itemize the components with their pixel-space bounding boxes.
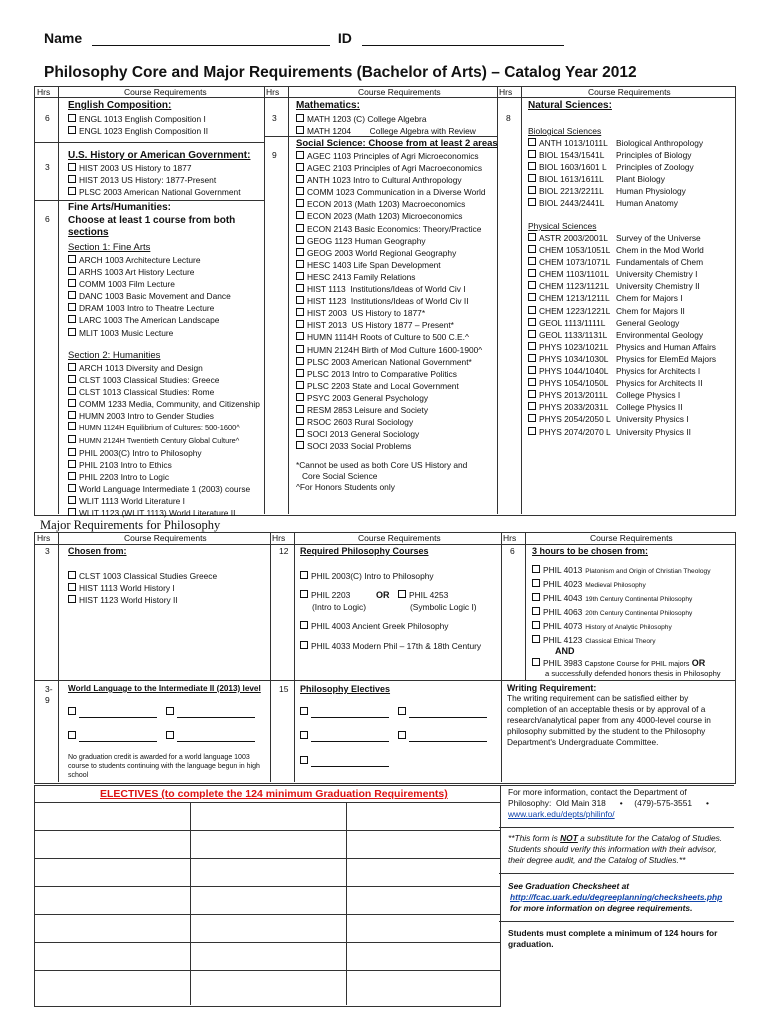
hrs-header: Hrs	[37, 533, 51, 543]
social-science-list	[296, 150, 486, 452]
list-item[interactable]: CHEM 1123/1121L University Chemistry II	[528, 280, 611, 292]
checkbox[interactable]	[68, 731, 76, 739]
list-item[interactable]: HUMN 2124H Birth of Mod Culture 1600-1900^	[296, 344, 486, 356]
list-item[interactable]: PHYS 1044/1040L Physics for Architects I	[528, 365, 611, 377]
math-hrs: 3	[272, 113, 277, 123]
checkbox[interactable]	[68, 399, 76, 407]
history-title: U.S. History or American Government:	[68, 150, 251, 161]
list-item[interactable]: PHIL 4043 19th Century Continental Philosophy	[532, 592, 711, 606]
checkbox[interactable]	[300, 641, 308, 649]
id-label: ID	[337, 30, 352, 46]
checkbox[interactable]	[68, 291, 76, 299]
list-item[interactable]: GEOG 2003 World Regional Geography	[296, 247, 486, 259]
english-list	[68, 113, 208, 137]
list-item[interactable]: HIST 2003 US History to 1877	[68, 162, 241, 174]
list-item[interactable]: PLSC 2003 American National Government	[68, 186, 241, 198]
checkbox[interactable]	[296, 345, 304, 353]
course-req-header: Course Requirements	[588, 87, 671, 97]
list-item[interactable]: PHIL 4033 Modern Phil – 17th & 18th Century	[300, 640, 481, 652]
list-item[interactable]: ANTH 1023 Intro to Cultural Anthropology	[296, 174, 486, 186]
checkbox[interactable]	[68, 267, 76, 275]
list-item[interactable]: BIOL 2443/2441L Human Anatomy	[528, 197, 608, 209]
capstone-alt: a successfully defended honors thesis in Philosophy	[545, 669, 721, 678]
list-item[interactable]: PHIL 4013 Platonism and Origin of Christian Theology	[532, 564, 711, 578]
checkbox[interactable]	[300, 621, 308, 629]
checkbox[interactable]	[296, 114, 304, 122]
chosen-list	[68, 570, 217, 606]
checkbox[interactable]	[528, 138, 536, 146]
checkbox[interactable]	[68, 126, 76, 134]
list-item[interactable]: CLST 1003 Classical Studies Greece	[68, 570, 217, 582]
list-item[interactable]: DRAM 1003 Intro to Theatre Lecture	[68, 302, 231, 314]
checkbox[interactable]	[296, 260, 304, 268]
list-item[interactable]: CHEM 1213/1211L Chem for Majors I	[528, 292, 611, 304]
list-item[interactable]: PHIL 2203 Intro to Logic	[68, 471, 260, 483]
course-req-header: Course Requirements	[124, 533, 207, 543]
list-item[interactable]: PSYC 2003 General Psychology	[296, 392, 486, 404]
checkbox[interactable]	[528, 306, 536, 314]
checkbox[interactable]	[532, 565, 540, 573]
list-item[interactable]: SOCI 2013 General Sociology	[296, 428, 486, 440]
checkbox[interactable]	[300, 590, 308, 598]
three-hours-hrs: 6	[510, 546, 515, 556]
worldlang-note: No graduation credit is awarded for a world language 1003 course to students continuing with the language begun in high school	[68, 754, 260, 779]
checkbox[interactable]	[68, 279, 76, 287]
blank-entry[interactable]	[166, 730, 255, 742]
math-list	[296, 113, 476, 137]
checkbox[interactable]	[296, 308, 304, 316]
hrs-header: Hrs	[272, 533, 286, 543]
checksheet-link[interactable]: http://fcac.uark.edu/degreeplanning/checksheets.php	[510, 892, 723, 902]
checkbox[interactable]	[296, 357, 304, 365]
list-item[interactable]: BIOL 2213/2211L Human Physiology	[528, 185, 608, 197]
electives-table	[34, 785, 501, 1007]
checkbox[interactable]	[528, 174, 536, 182]
science-title: Natural Sciences:	[528, 100, 612, 111]
blank-entry[interactable]	[68, 730, 157, 742]
list-item[interactable]: PHYS 1034/1030L Physics for ElemEd Majors	[528, 353, 611, 365]
blank-entry[interactable]	[68, 706, 157, 718]
list-item[interactable]: COMM 1023 Communication in a Diverse World	[296, 186, 486, 198]
checkbox[interactable]	[532, 635, 540, 643]
checkbox[interactable]	[68, 448, 76, 456]
list-item[interactable]: CLST 1003 Classical Studies: Greece	[68, 374, 260, 386]
list-item[interactable]: HIST 1123 Institutions/Ideas of World Civ II	[296, 295, 486, 307]
list-item[interactable]: PHIL 4073 History of Analytic Philosophy	[532, 620, 711, 634]
list-item[interactable]: WLIT 1113 World Literature I	[68, 495, 260, 507]
list-item[interactable]: PHIL 4003 Ancient Greek Philosophy	[300, 620, 449, 632]
required-hrs: 12	[279, 546, 289, 556]
english-title: English Composition:	[68, 100, 172, 111]
list-item[interactable]: CHEM 1103/1101L University Chemistry I	[528, 268, 611, 280]
checkbox[interactable]	[68, 707, 76, 715]
checkbox[interactable]	[68, 114, 76, 122]
electives-hrs: 15	[279, 684, 289, 694]
checkbox[interactable]	[528, 390, 536, 398]
checkbox[interactable]	[532, 607, 540, 615]
list-item[interactable]: BIOL 1603/1601 L Principles of Zoology	[528, 161, 608, 173]
list-item[interactable]: ARCH 1003 Architecture Lecture	[68, 254, 231, 266]
finearts-title: Fine Arts/Humanities: Choose at least 1 course from both sections	[68, 202, 236, 238]
checkbox[interactable]	[398, 707, 406, 715]
checkbox[interactable]	[68, 571, 76, 579]
list-item[interactable]: HIST 1123 World History II	[68, 594, 217, 606]
checkbox[interactable]	[296, 224, 304, 232]
humanities-list	[68, 362, 260, 519]
list-item[interactable]: PLSC 2013 Intro to Comparative Politics	[296, 368, 486, 380]
hrs-header: Hrs	[37, 87, 51, 97]
list-item[interactable]: MLIT 1003 Music Lecture	[68, 327, 231, 339]
checkbox[interactable]	[296, 199, 304, 207]
list-item[interactable]: ENGL 1013 English Composition I	[68, 113, 208, 125]
list-item[interactable]: ARCH 1013 Diversity and Design	[68, 362, 260, 374]
checkbox[interactable]	[68, 496, 76, 504]
checkbox[interactable]	[528, 281, 536, 289]
checkbox[interactable]	[528, 245, 536, 253]
checkbox[interactable]	[528, 366, 536, 374]
checkbox[interactable]	[296, 151, 304, 159]
science-hrs: 8	[506, 113, 511, 123]
checkbox[interactable]	[68, 422, 76, 430]
list-item[interactable]: PHYS 1023/1021L Physics and Human Affairs	[528, 341, 611, 353]
list-item[interactable]: PHYS 2074/2070 L University Physics II	[528, 426, 611, 438]
checkbox[interactable]	[300, 571, 308, 579]
list-item[interactable]: COMM 1233 Media, Community, and Citizenship	[68, 398, 260, 410]
list-item[interactable]: PHIL 2003(C) Intro to Philosophy	[68, 447, 260, 459]
symbolic-sub: (Symbolic Logic I)	[410, 602, 477, 612]
history-list	[68, 162, 241, 198]
list-item[interactable]: HUMN 2003 Intro to Gender Studies	[68, 410, 260, 422]
checkbox[interactable]	[68, 411, 76, 419]
list-item[interactable]: MATH 1204 College Algebra with Review	[296, 125, 476, 137]
course-req-header: Course Requirements	[358, 533, 441, 543]
list-item[interactable]: CHEM 1223/1221L Chem for Majors II	[528, 305, 611, 317]
checkbox[interactable]	[68, 583, 76, 591]
chosen-title: Chosen from:	[68, 546, 127, 556]
list-item[interactable]: HESC 2413 Family Relations	[296, 271, 486, 283]
checkbox[interactable]	[296, 187, 304, 195]
list-item[interactable]: SOCI 2033 Social Problems	[296, 440, 486, 452]
checkbox[interactable]	[398, 590, 406, 598]
checkbox[interactable]	[68, 595, 76, 603]
worldlang-title: World Language to the Intermediate II (2013) level	[68, 684, 261, 693]
checkbox[interactable]	[296, 369, 304, 377]
list-item[interactable]: PLSC 2003 American National Government*	[296, 356, 486, 368]
checkbox[interactable]	[528, 330, 536, 338]
list-item[interactable]: DANC 1003 Basic Movement and Dance	[68, 290, 231, 302]
disclaimer: **This form is NOT a substitute for the Catalog of Studies. Students should verify this information with their advisor, their degree audit, and the Catalog of Studies.**	[508, 833, 723, 865]
checkbox[interactable]	[166, 731, 174, 739]
blank-entry[interactable]	[398, 730, 487, 742]
checkbox[interactable]	[528, 414, 536, 422]
checkbox[interactable]	[528, 318, 536, 326]
three-hours-title: 3 hours to be chosen from:	[532, 546, 649, 556]
checkbox[interactable]	[296, 236, 304, 244]
history-hrs: 3	[45, 162, 50, 172]
checkbox[interactable]	[296, 296, 304, 304]
section1-label: Section 1: Fine Arts	[68, 242, 151, 253]
checkbox[interactable]	[528, 186, 536, 194]
list-item[interactable]: HIST 2013 US History 1877 – Present*	[296, 319, 486, 331]
list-item[interactable]: PHIL 4123 Classical Ethical Theory	[532, 634, 711, 648]
checkbox[interactable]	[68, 508, 76, 516]
blank-entry[interactable]	[300, 706, 389, 718]
checkbox[interactable]	[300, 756, 308, 764]
checkbox[interactable]	[300, 707, 308, 715]
list-item[interactable]: GEOL 1113/1111L General Geology	[528, 317, 611, 329]
list-item[interactable]: PHIL 4063 20th Century Continental Philosophy	[532, 606, 711, 620]
checkbox[interactable]	[68, 387, 76, 395]
checkbox[interactable]	[532, 593, 540, 601]
list-item[interactable]: PHYS 2033/2031L College Physics II	[528, 401, 611, 413]
phys-label: Physical Sciences	[528, 221, 597, 231]
required-title: Required Philosophy Courses	[300, 546, 429, 556]
hrs-header: Hrs	[503, 533, 517, 543]
social-notes: *Cannot be used as both Core US History and Core Social Science ^For Honors Students only	[296, 460, 468, 492]
list-item[interactable]: HUMN 1114H Roots of Culture to 500 C.E.^	[296, 331, 486, 343]
checkbox[interactable]	[68, 303, 76, 311]
list-item[interactable]: AGEC 1103 Principles of Agri Microeconomics	[296, 150, 486, 162]
list-item[interactable]: ECON 2143 Basic Economics: Theory/Practice	[296, 223, 486, 235]
list-item[interactable]: PLSC 2203 State and Local Government	[296, 380, 486, 392]
list-item[interactable]: ANTH 1013/1011L Biological Anthropology	[528, 137, 608, 149]
list-item[interactable]: HUMN 1124H Equilibrium of Cultures: 500-1600^	[68, 422, 260, 434]
checkbox[interactable]	[528, 198, 536, 206]
list-item[interactable]: ENGL 1023 English Composition II	[68, 125, 208, 137]
checkbox[interactable]	[296, 381, 304, 389]
english-hrs: 6	[45, 113, 50, 123]
checkbox[interactable]	[296, 272, 304, 280]
finearts-hrs: 6	[45, 214, 50, 224]
list-item[interactable]: CHEM 1073/1071L Fundamentals of Chem	[528, 256, 611, 268]
list-item[interactable]: HIST 1113 World History I	[68, 582, 217, 594]
name-label: Name	[44, 30, 83, 46]
checkbox[interactable]	[68, 175, 76, 183]
id-field[interactable]	[362, 31, 564, 46]
blank-entry[interactable]	[300, 730, 389, 742]
checkbox[interactable]	[528, 402, 536, 410]
list-item[interactable]: PHIL 4023 Medieval Philosophy	[532, 578, 711, 592]
blank-entry[interactable]	[166, 706, 255, 718]
list-item[interactable]: HIST 2003 US History to 1877*	[296, 307, 486, 319]
contact-link[interactable]: www.uark.edu/depts/philinfo/	[508, 809, 615, 819]
list-item[interactable]: COMM 1003 Film Lecture	[68, 278, 231, 290]
checkbox[interactable]	[68, 460, 76, 468]
checkbox[interactable]	[528, 293, 536, 301]
checkbox[interactable]	[296, 441, 304, 449]
list-item[interactable]: PHIL 2103 Intro to Ethics	[68, 459, 260, 471]
blank-entry[interactable]	[300, 755, 389, 767]
phys-science-list	[528, 232, 717, 438]
list-item[interactable]: BIOL 1613/1611L Plant Biology	[528, 173, 608, 185]
list-item[interactable]: HUMN 2124H Twentieth Century Global Culture^	[68, 435, 260, 447]
list-item[interactable]: RESM 2853 Leisure and Society	[296, 404, 486, 416]
list-item[interactable]: GEOG 1123 Human Geography	[296, 235, 486, 247]
page-title: Philosophy Core and Major Requirements (Bachelor of Arts) – Catalog Year 2012	[44, 64, 637, 81]
or-label: OR	[376, 590, 390, 600]
electives-title: ELECTIVES (to complete the 124 minimum Graduation Requirements)	[100, 788, 448, 800]
bio-science-list	[528, 137, 704, 210]
checkbox[interactable]	[68, 484, 76, 492]
list-item[interactable]: ECON 2023 (Math 1203) Microeconomics	[296, 210, 486, 222]
checkbox[interactable]	[296, 429, 304, 437]
checkbox[interactable]	[68, 187, 76, 195]
checkbox[interactable]	[528, 354, 536, 362]
hrs-header: Hrs	[266, 87, 280, 97]
list-item[interactable]: MATH 1203 (C) College Algebra	[296, 113, 476, 125]
list-item[interactable]: CLST 1013 Classical Studies: Rome	[68, 386, 260, 398]
checkbox[interactable]	[528, 378, 536, 386]
chosen-hrs: 3	[45, 546, 50, 556]
fine-arts-list	[68, 254, 231, 339]
checkbox[interactable]	[68, 163, 76, 171]
checkbox[interactable]	[296, 175, 304, 183]
checkbox[interactable]	[296, 320, 304, 328]
list-item[interactable]: HIST 2013 US History: 1877-Present	[68, 174, 241, 186]
three-hours-list	[532, 564, 711, 649]
checkbox[interactable]	[166, 707, 174, 715]
checkbox[interactable]	[296, 393, 304, 401]
course-req-header: Course Requirements	[124, 87, 207, 97]
checkbox[interactable]	[532, 658, 540, 666]
list-item[interactable]: PHIL 3983 Capstone Course for PHIL majors OR	[532, 657, 705, 671]
checkbox[interactable]	[300, 731, 308, 739]
list-item[interactable]: AGEC 2103 Principles of Agri Macroeconomics	[296, 162, 486, 174]
list-item[interactable]: GEOL 1133/1131L Environmental Geology	[528, 329, 611, 341]
checkbox[interactable]	[296, 126, 304, 134]
checkbox[interactable]	[528, 162, 536, 170]
course-req-header: Course Requirements	[590, 533, 673, 543]
checkbox[interactable]	[532, 579, 540, 587]
list-item[interactable]: RSOC 2603 Rural Sociology	[296, 416, 486, 428]
major-title: Major Requirements for Philosophy	[40, 518, 221, 532]
checkbox[interactable]	[528, 342, 536, 350]
list-item[interactable]: HESC 1403 Life Span Development	[296, 259, 486, 271]
list-item[interactable]: ARHS 1003 Art History Lecture	[68, 266, 231, 278]
list-item[interactable]: WLIT 1123 (WLIT 1113) World Literature II	[68, 507, 260, 519]
checkbox[interactable]	[532, 621, 540, 629]
and-label: AND	[555, 646, 575, 656]
checkbox[interactable]	[68, 472, 76, 480]
list-item[interactable]: ASTR 2003/2001L Survey of the Universe	[528, 232, 611, 244]
list-item[interactable]: HIST 1113 Institutions/Ideas of World Civ I	[296, 283, 486, 295]
checkbox[interactable]	[68, 315, 76, 323]
list-item[interactable]: PHIL 4253	[398, 589, 448, 601]
list-item[interactable]: PHIL 2203	[300, 589, 350, 601]
checkbox[interactable]	[68, 328, 76, 336]
checkbox[interactable]	[296, 284, 304, 292]
checksheet-info: See Graduation Checksheet at http://fcac.uark.edu/degreeplanning/checksheets.php for more information on degree requirements.	[508, 881, 732, 914]
list-item[interactable]: CHEM 1053/1051L Chem in the Mod World	[528, 244, 611, 256]
list-item[interactable]: PHYS 2013/2011L College Physics I	[528, 389, 611, 401]
checkbox[interactable]	[528, 233, 536, 241]
list-item[interactable]: LARC 1003 The American Landscape	[68, 314, 231, 326]
checkbox[interactable]	[68, 435, 76, 443]
list-item[interactable]: ECON 2013 (Math 1203) Macroeconomics	[296, 198, 486, 210]
list-item[interactable]: World Language Intermediate 1 (2003) course	[68, 483, 260, 495]
math-title: Mathematics:	[296, 100, 360, 111]
list-item[interactable]: PHYS 1054/1050L Physics for Architects II	[528, 377, 611, 389]
list-item[interactable]: BIOL 1543/1541L Principles of Biology	[528, 149, 608, 161]
info-panel: For more information, contact the Department of Philosophy: Old Main 318 • (479)-575-3551 • www.uark.edu/depts/philinfo/ **This form is NOT a substitute for the Catalog of Studies. Students should verify this information with their advisor, their degree audit, and the Catalog of Studies.** See Graduation Checksheet at http://fcac.uark.edu/degreeplanning/checksheets.php for more information on degree requirements. Students must complete a minimum of 124 hours for graduation.	[499, 785, 734, 1005]
name-row	[44, 30, 564, 46]
checkbox[interactable]	[296, 405, 304, 413]
hrs-header: Hrs	[499, 87, 513, 97]
checkbox[interactable]	[528, 150, 536, 158]
checkbox[interactable]	[296, 163, 304, 171]
social-title: Social Science: Choose from at least 2 areas	[296, 138, 498, 149]
electives-title: Philosophy Electives	[300, 684, 391, 694]
social-hrs: 9	[272, 150, 277, 160]
checkbox[interactable]	[296, 248, 304, 256]
checkbox[interactable]	[68, 375, 76, 383]
worldlang-hrs: 3- 9	[45, 684, 53, 705]
checkbox[interactable]	[528, 427, 536, 435]
list-item[interactable]: PHIL 2003(C) Intro to Philosophy	[300, 570, 434, 582]
checkbox[interactable]	[68, 255, 76, 263]
blank-entry[interactable]	[398, 706, 487, 718]
course-req-header: Course Requirements	[358, 87, 441, 97]
min-hours: Students must complete a minimum of 124 hours for graduation.	[508, 928, 718, 949]
checkbox[interactable]	[296, 417, 304, 425]
logic-sub: (Intro to Logic)	[312, 602, 366, 612]
writing-requirement: Writing Requirement: The writing requirement can be satisfied either by completion of an acceptable thesis or by approval of a research/analytical paper from any 4000-level course in philosophy submitted by the student to the Philosophy Department's Undergraduate Committee.	[507, 683, 711, 747]
checkbox[interactable]	[528, 257, 536, 265]
checkbox[interactable]	[296, 211, 304, 219]
checkbox[interactable]	[296, 332, 304, 340]
checkbox[interactable]	[68, 363, 76, 371]
list-item[interactable]: PHYS 2054/2050 L University Physics I	[528, 413, 611, 425]
name-field[interactable]	[92, 31, 330, 46]
checkbox[interactable]	[398, 731, 406, 739]
section2-label: Section 2: Humanities	[68, 350, 161, 361]
checkbox[interactable]	[528, 269, 536, 277]
bio-label: Biological Sciences	[528, 126, 602, 136]
